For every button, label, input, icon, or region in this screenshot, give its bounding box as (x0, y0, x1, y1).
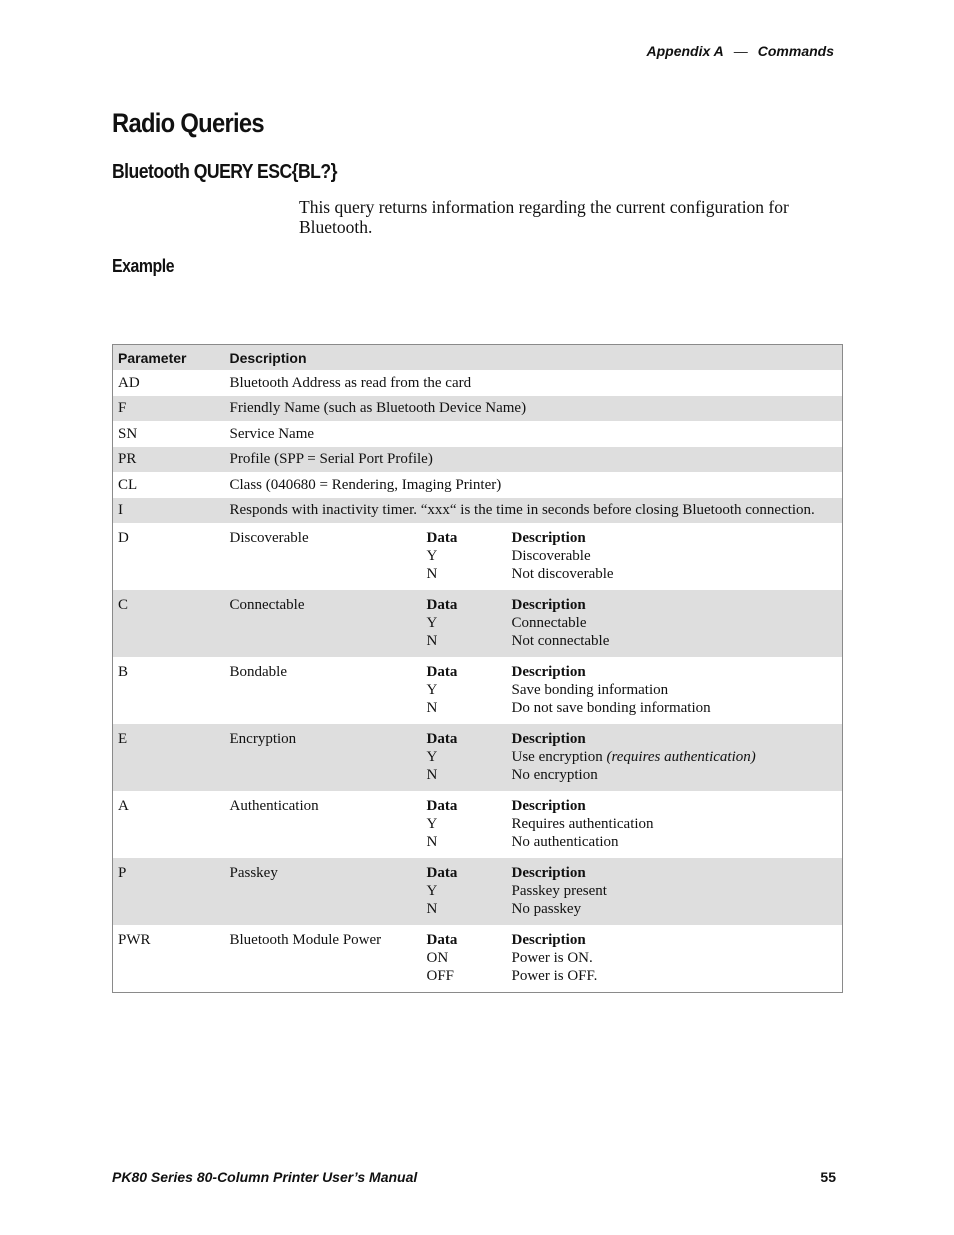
desc-cell: Responds with inactivity timer. “xxx“ is the time in seconds before closing Bluetooth connection. (229, 502, 815, 519)
desc-cell: Profile (SPP = Serial Port Profile) (229, 451, 433, 468)
option-description (512, 967, 598, 985)
option-description-text: Not discoverable (511, 566, 614, 582)
option-description (512, 882, 607, 900)
option-value: Y (426, 883, 438, 899)
footer-manual-title: PK80 Series 80-Column Printer User’s Manual (112, 1169, 418, 1185)
option-description (512, 614, 610, 632)
subheader-data: Data (426, 932, 458, 948)
subheader-data: Data (426, 530, 458, 546)
option-note: (requires authentication) (606, 749, 756, 765)
desc-cell: Class (040680 = Rendering, Imaging Printer) (229, 476, 502, 493)
param-cell: E (118, 731, 128, 747)
option-subtable (427, 663, 711, 717)
desc-label: Bluetooth Module Power (229, 932, 382, 948)
option-description (512, 565, 614, 583)
option-description (512, 748, 756, 766)
option-value: Y (426, 816, 438, 832)
option-description (512, 900, 607, 918)
param-cell: PR (118, 451, 137, 468)
param-cell: AD (118, 374, 140, 391)
subheader-data: Data (426, 731, 458, 747)
option-value: N (426, 633, 438, 649)
option-value: Y (426, 615, 438, 631)
option-value: OFF (426, 968, 455, 984)
desc-label: Passkey (229, 865, 278, 881)
option-value: Y (426, 749, 438, 765)
option-subtable (427, 730, 756, 784)
option-value: N (426, 700, 438, 716)
subheader-data: Data (426, 798, 458, 814)
desc-cell: Friendly Name (such as Bluetooth Device Name) (229, 400, 527, 417)
option-description-text: Power is OFF. (511, 968, 598, 984)
header-section: Appendix A (646, 43, 724, 59)
option-description (512, 547, 614, 565)
param-cell: SN (118, 425, 138, 442)
footer-page-number: 55 (820, 1169, 836, 1185)
option-value: N (426, 834, 438, 850)
param-cell: D (118, 530, 129, 546)
desc-label: Authentication (229, 798, 319, 814)
column-header-parameter: Parameter (113, 345, 225, 371)
table-row (113, 421, 843, 447)
intro-paragraph: This query returns information regarding the current configuration for Bluetooth. (299, 197, 789, 237)
table-row (113, 925, 843, 993)
desc-label: Connectable (229, 597, 305, 613)
option-description (512, 766, 756, 784)
option-description-text: Not connectable (511, 633, 610, 649)
option-description (512, 681, 711, 699)
option-description (512, 833, 654, 851)
subheader-data: Data (426, 664, 458, 680)
desc-cell (225, 724, 843, 791)
option-description (512, 815, 654, 833)
option-subtable (427, 931, 598, 985)
option-description-text: No encryption (511, 767, 598, 783)
param-cell: CL (118, 476, 138, 493)
subheader-description: Description (511, 731, 586, 747)
header-separator: — (733, 43, 748, 59)
table-row (113, 657, 843, 724)
section-title: Bluetooth QUERY ESC{BL?} (112, 161, 337, 183)
table-row (113, 523, 843, 590)
option-value: Y (426, 548, 438, 564)
desc-label: Discoverable (229, 530, 309, 546)
param-cell: I (118, 502, 123, 519)
option-value: ON (426, 950, 449, 966)
option-value: N (426, 566, 438, 582)
option-description-text: Use encryption (511, 749, 603, 765)
subheader-data: Data (426, 865, 458, 881)
subheader-description: Description (511, 530, 586, 546)
table-row (113, 858, 843, 925)
desc-cell: Bluetooth Address as read from the card (229, 374, 472, 391)
param-cell: F (118, 400, 127, 417)
option-subtable (427, 797, 654, 851)
table-row (113, 724, 843, 791)
param-cell: P (118, 865, 127, 881)
param-cell: B (118, 664, 129, 680)
option-description-text: Connectable (511, 615, 587, 631)
running-header (647, 43, 835, 59)
subheader-description: Description (511, 597, 586, 613)
desc-cell (225, 590, 843, 657)
option-description-text: Save bonding information (511, 682, 669, 698)
table-header-row (113, 345, 843, 371)
page-title: Radio Queries (112, 108, 264, 138)
desc-label: Encryption (229, 731, 297, 747)
subheader-description: Description (511, 798, 586, 814)
desc-cell (225, 791, 843, 858)
column-header-description: Description (225, 345, 843, 371)
option-subtable (427, 864, 607, 918)
option-description-text: No authentication (511, 834, 619, 850)
option-subtable (427, 596, 610, 650)
table-row (113, 590, 843, 657)
subheader-description: Description (511, 664, 586, 680)
table-row (113, 498, 843, 524)
desc-cell: Service Name (229, 425, 315, 442)
table-row (113, 472, 843, 498)
option-description-text: No passkey (511, 901, 582, 917)
example-heading: Example (112, 256, 175, 276)
param-cell: A (118, 798, 129, 814)
desc-cell (225, 523, 843, 590)
option-description (512, 949, 598, 967)
table-row (113, 396, 843, 422)
option-value: Y (426, 682, 438, 698)
option-description-text: Passkey present (511, 883, 607, 899)
option-value: N (426, 767, 438, 783)
desc-label: Bondable (229, 664, 287, 680)
parameter-table (112, 344, 843, 993)
desc-cell (225, 925, 843, 992)
subheader-data: Data (426, 597, 458, 613)
table-row (113, 447, 843, 473)
table-row (113, 370, 843, 396)
subheader-description: Description (511, 865, 586, 881)
subheader-description: Description (511, 932, 586, 948)
option-description-text: Requires authentication (511, 816, 654, 832)
option-description-text: Do not save bonding information (511, 700, 711, 716)
option-description-text: Discoverable (511, 548, 591, 564)
desc-cell (225, 657, 843, 724)
option-description (512, 632, 610, 650)
header-chapter: Commands (757, 43, 834, 59)
param-cell: PWR (118, 932, 151, 948)
param-cell: C (118, 597, 129, 613)
option-subtable (427, 529, 614, 583)
option-value: N (426, 901, 438, 917)
option-description (512, 699, 711, 717)
option-description-text: Power is ON. (511, 950, 593, 966)
table-row (113, 791, 843, 858)
desc-cell (225, 858, 843, 925)
